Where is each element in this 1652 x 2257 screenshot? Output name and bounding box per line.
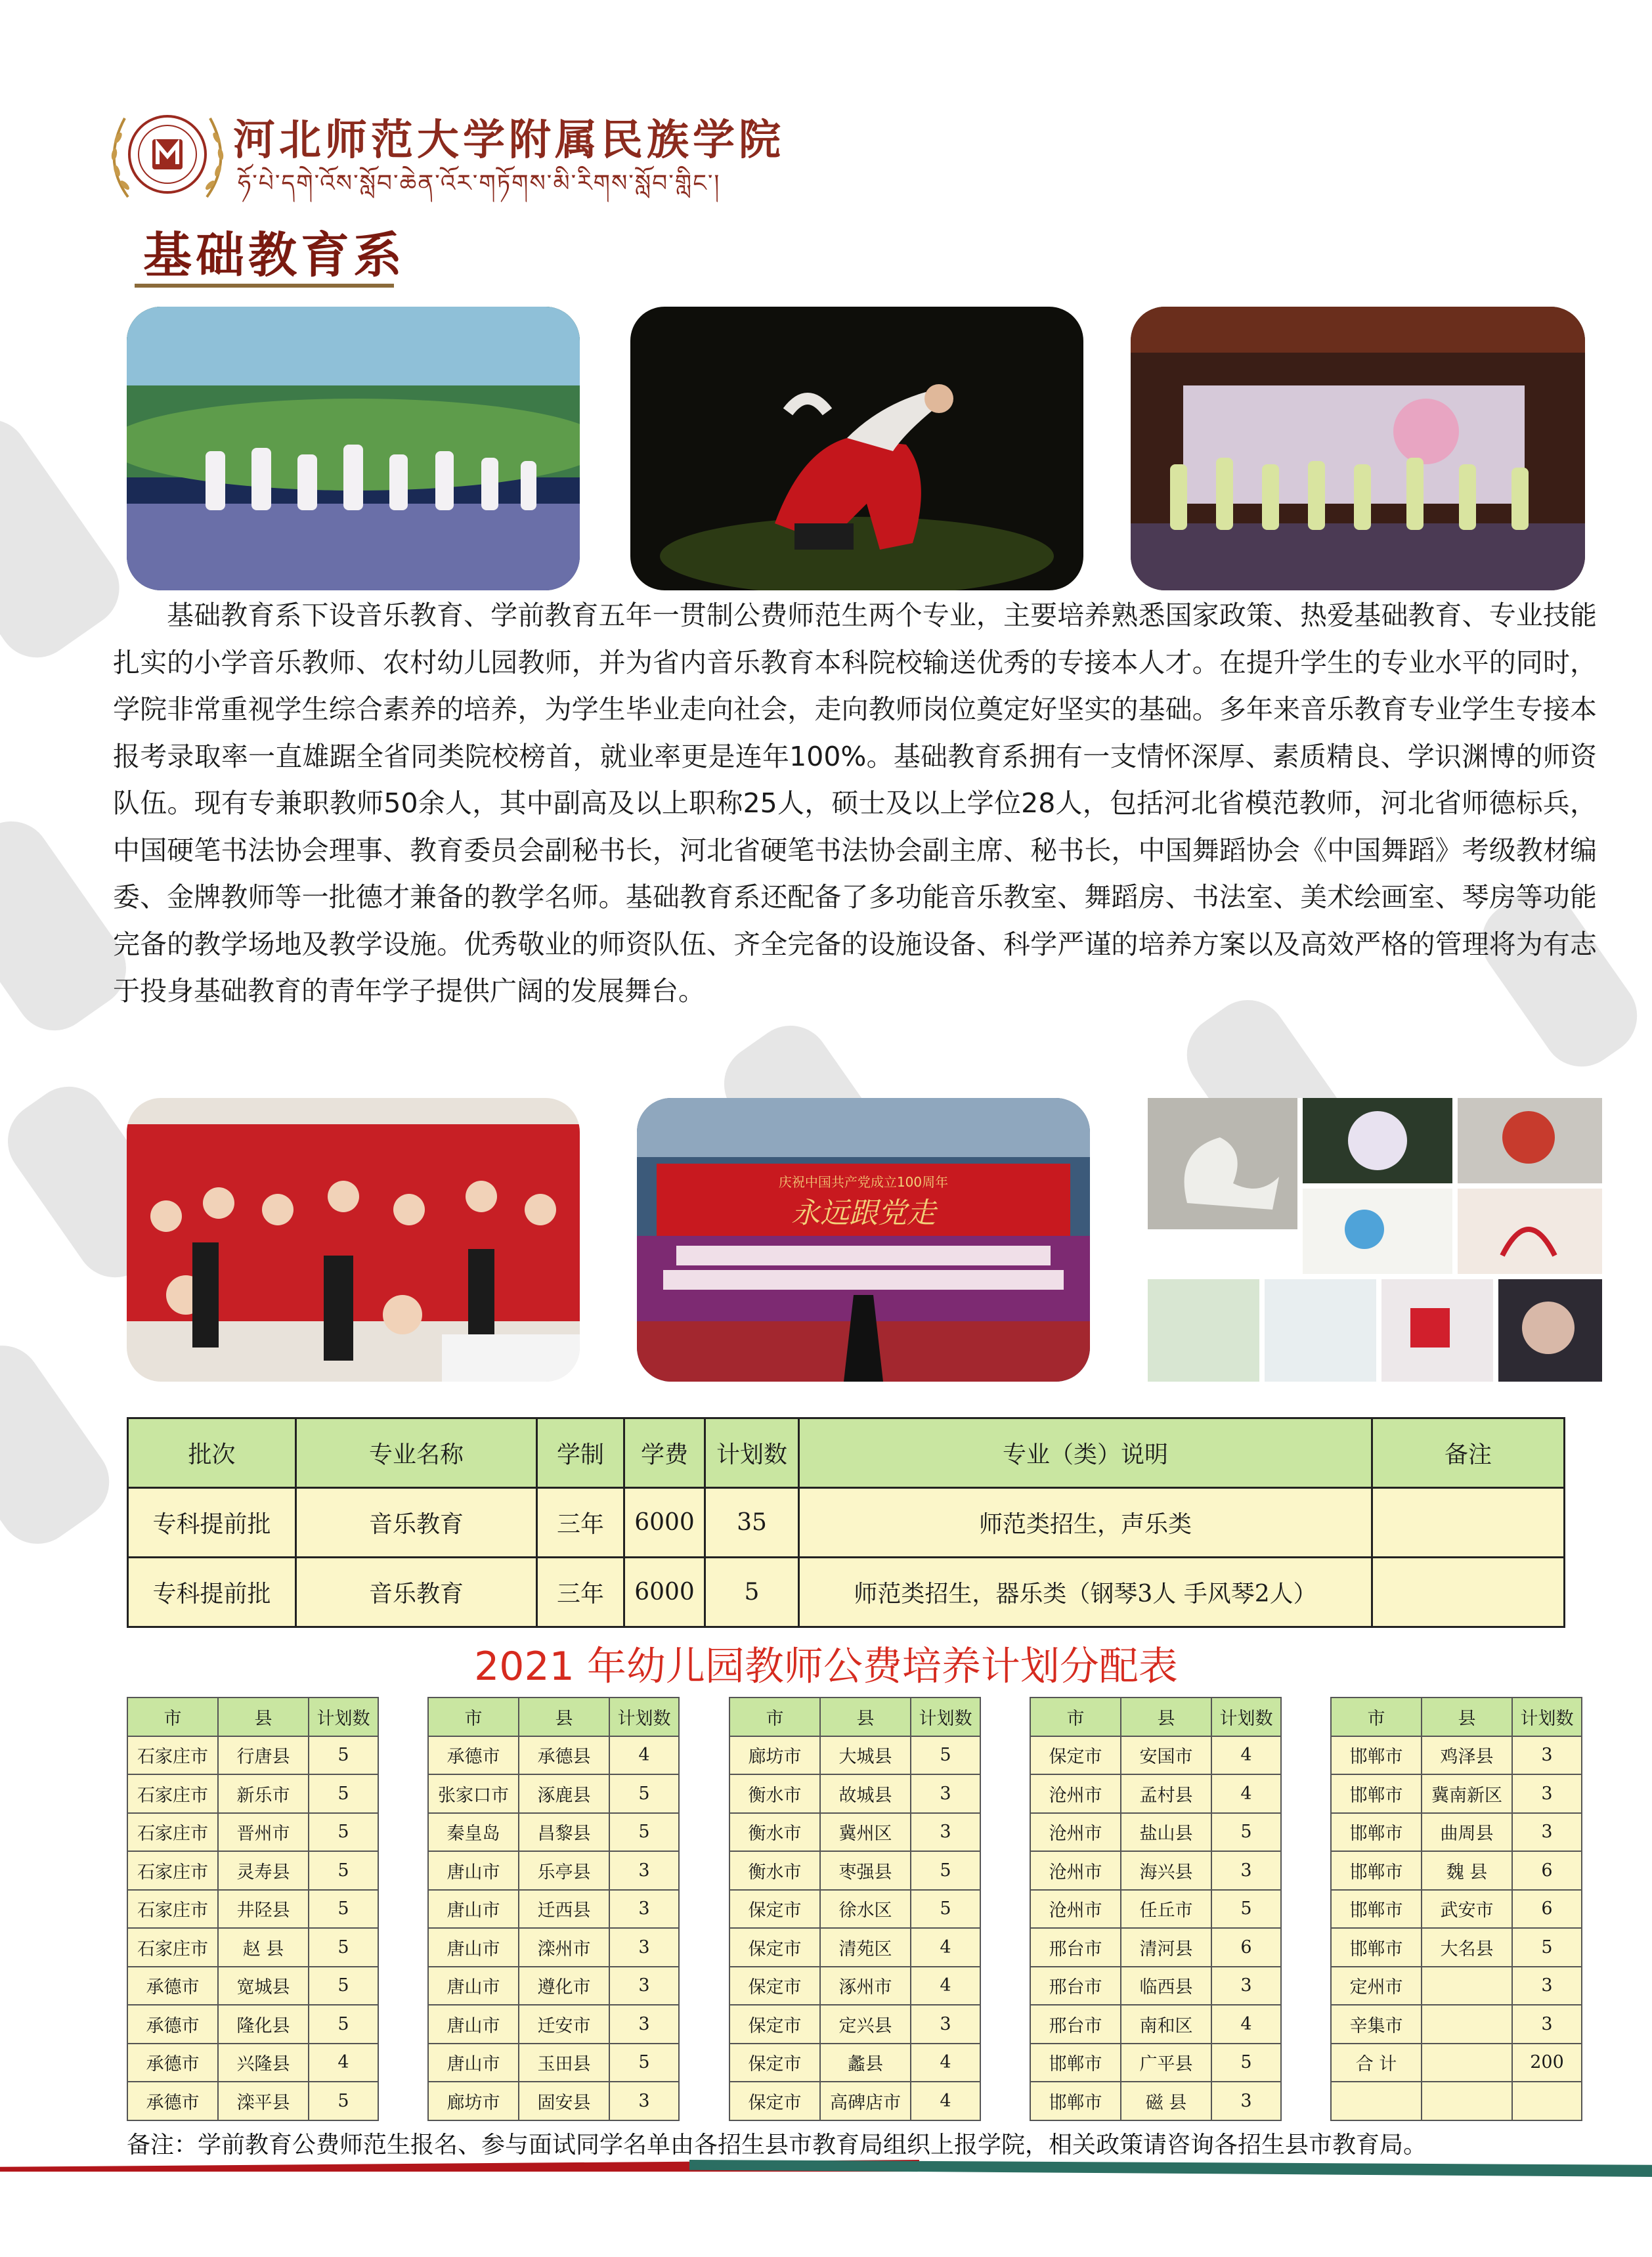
table-row <box>127 1851 378 1890</box>
table-header-row <box>729 1698 980 1736</box>
table-cell: 唐山市 <box>428 1928 519 1967</box>
table-row <box>1030 1774 1281 1813</box>
table-row <box>1331 1890 1582 1929</box>
table-cell: 唐山市 <box>428 2005 519 2044</box>
table-row <box>1331 1851 1582 1890</box>
table-row <box>127 1928 378 1967</box>
table-cell: 魏 县 <box>1422 1851 1512 1890</box>
table-cell: 5 <box>309 1928 378 1967</box>
table-cell: 3 <box>1512 1967 1582 2005</box>
table-row <box>1331 1967 1582 2005</box>
table-cell: 5 <box>309 1774 378 1813</box>
allocation-table-4 <box>1030 1697 1282 2121</box>
table-cell: 固安县 <box>519 2082 609 2120</box>
table-row <box>127 1967 378 2005</box>
table-cell: 定州市 <box>1331 1967 1422 2005</box>
table-row <box>1030 1813 1281 1852</box>
table-cell: 玉田县 <box>519 2044 609 2082</box>
table-cell: 5 <box>309 2005 378 2044</box>
table-cell: 5 <box>609 2044 679 2082</box>
table-cell: 5 <box>1211 1813 1281 1852</box>
table-cell: 清河县 <box>1121 1928 1211 1967</box>
table-row <box>128 1488 1565 1558</box>
table-cell: 徐水区 <box>820 1890 911 1929</box>
table-cell <box>1372 1488 1565 1558</box>
footnote: 备注：学前教育公费师范生报名、参与面试同学名单由各招生县市教育局组织上报学院，相关政策请咨询各招生县市教育局。 <box>127 2132 1427 2158</box>
table-row <box>729 1890 980 1929</box>
table-row <box>729 1813 980 1852</box>
table-cell: 涿州市 <box>820 1967 911 2005</box>
table-row <box>729 1774 980 1813</box>
header-cell: 县 <box>519 1698 609 1736</box>
table-cell: 邯郸市 <box>1331 1813 1422 1852</box>
table-cell: 承德县 <box>519 1736 609 1775</box>
school-logo <box>98 99 236 210</box>
footer-green-stripe <box>689 2160 1652 2177</box>
table-cell: 盐山县 <box>1121 1813 1211 1852</box>
header-cell: 计划数 <box>609 1698 679 1736</box>
table-cell: 迁西县 <box>519 1890 609 1929</box>
table-cell: 三年 <box>537 1558 624 1627</box>
table-row <box>428 2044 679 2082</box>
department-intro: 基础教育系下设音乐教育、学前教育五年一贯制公费师范生两个专业，主要培养熟悉国家政策、热爱基础教育、专业技能扎实的小学音乐教师、农村幼儿园教师，并为省内音乐教育本科院校输送优秀的专接本人才。在提升学生的专业水平的同时，学院非常重视学生综合素养的培养，为学生毕业走向社会，走向教师岗位奠定好坚实的基础。多年来音乐教育专业学生专接本报考录取率一直雄踞全省同类院校榜首，就业率更是连年100%。基础教育系拥有一支情怀深厚、素质精良、学识渊博的师资队伍。现有专兼职教师50余人，其中副高及以上职称25人，硕士及以上学位28人，包括河北省模范教师，河北省师德标兵，中国硬笔书法协会理事、教育委员会副秘书长，河北省硬笔书法协会副主席、秘书长，中国舞蹈协会《中国舞蹈》考级教材编委、金牌教师等一批德才兼备的教学名师。基础教育系还配备了多功能音乐教室、舞蹈房、书法室、美术绘画室、琴房等功能完备的教学场地及教学设施。优秀敬业的师资队伍、齐全完备的设施设备、科学严谨的培养方案以及高效严格的管理将为有志于投身基础教育的青年学子提供广阔的发展舞台。 <box>113 600 1597 1007</box>
table-header-row <box>128 1418 1565 1488</box>
table-cell: 5 <box>309 1851 378 1890</box>
table-row <box>127 1813 378 1852</box>
table-cell: 清苑区 <box>820 1928 911 1967</box>
table-row <box>1030 1890 1281 1929</box>
table-cell: 高碑店市 <box>820 2082 911 2120</box>
header-cell: 计划数 <box>1512 1698 1582 1736</box>
table-cell: 保定市 <box>729 2044 820 2082</box>
table-row <box>729 1967 980 2005</box>
table-cell: 5 <box>309 1736 378 1775</box>
table-row <box>428 1928 679 1967</box>
table-cell: 邯郸市 <box>1331 1851 1422 1890</box>
table-cell: 3 <box>1512 1813 1582 1852</box>
table-cell: 遵化市 <box>519 1967 609 2005</box>
table-cell: 磁 县 <box>1121 2082 1211 2120</box>
table-cell: 5 <box>911 1736 980 1775</box>
photo-solo-dancer <box>630 307 1083 590</box>
table-cell: 张家口市 <box>428 1774 519 1813</box>
table-row <box>127 2044 378 2082</box>
table-cell: 音乐教育 <box>296 1488 537 1558</box>
table-cell: 6000 <box>624 1558 705 1627</box>
table-cell: 4 <box>911 2044 980 2082</box>
table-cell: 南和区 <box>1121 2005 1211 2044</box>
table-cell: 灵寿县 <box>218 1851 309 1890</box>
allocation-table-2 <box>427 1697 680 2121</box>
table-cell: 专科提前批 <box>128 1558 296 1627</box>
table-cell: 邯郸市 <box>1030 2044 1121 2082</box>
table-cell <box>1331 2082 1422 2120</box>
table-cell: 行唐县 <box>218 1736 309 1775</box>
table-row <box>1030 1851 1281 1890</box>
table-header-row <box>428 1698 679 1736</box>
header-cell: 市 <box>127 1698 218 1736</box>
photo-calligraphy-students <box>127 1098 580 1382</box>
table-row <box>1331 1928 1582 1967</box>
table-cell: 定兴县 <box>820 2005 911 2044</box>
table-cell: 3 <box>1211 1967 1281 2005</box>
table-row <box>1030 2044 1281 2082</box>
table-cell: 唐山市 <box>428 1967 519 2005</box>
table-cell: 迁安市 <box>519 2005 609 2044</box>
table-cell: 新乐市 <box>218 1774 309 1813</box>
table-cell <box>1372 1558 1565 1627</box>
department-title: 基础教育系 <box>143 227 406 284</box>
table-row <box>729 1736 980 1775</box>
table-cell: 廊坊市 <box>729 1736 820 1775</box>
table-header-row <box>1030 1698 1281 1736</box>
table-row <box>729 1851 980 1890</box>
table-row <box>428 2082 679 2120</box>
table-cell: 3 <box>1512 1774 1582 1813</box>
table-cell: 4 <box>911 2082 980 2120</box>
table-cell: 5 <box>609 1774 679 1813</box>
table-cell: 曲周县 <box>1422 1813 1512 1852</box>
table-cell: 井陉县 <box>218 1890 309 1929</box>
header-cell: 县 <box>1121 1698 1211 1736</box>
photo-art-works-collage <box>1148 1098 1602 1382</box>
table-cell: 承德市 <box>127 2044 218 2082</box>
table-cell: 5 <box>911 1890 980 1929</box>
table-cell: 4 <box>309 2044 378 2082</box>
table-row <box>1331 2005 1582 2044</box>
table-cell: 4 <box>1211 1736 1281 1775</box>
header-cell: 市 <box>428 1698 519 1736</box>
table-cell: 赵 县 <box>218 1928 309 1967</box>
table-cell: 师范类招生，声乐类 <box>799 1488 1372 1558</box>
table-cell: 5 <box>911 1851 980 1890</box>
table-cell <box>1422 2044 1512 2082</box>
table-cell: 4 <box>609 1736 679 1775</box>
table-cell: 沧州市 <box>1030 1774 1121 1813</box>
table-row <box>428 1813 679 1852</box>
table-cell: 承德市 <box>428 1736 519 1775</box>
header-cell: 计划数 <box>309 1698 378 1736</box>
table-cell: 6 <box>1512 1851 1582 1890</box>
table-cell: 唐山市 <box>428 2044 519 2082</box>
table-cell: 滦平县 <box>218 2082 309 2120</box>
table-cell: 唐山市 <box>428 1851 519 1890</box>
table-cell: 邯郸市 <box>1331 1774 1422 1813</box>
table-row <box>729 1928 980 1967</box>
table-row <box>428 1967 679 2005</box>
table-cell: 滦州市 <box>519 1928 609 1967</box>
header-cell: 学费 <box>624 1418 705 1488</box>
table-cell: 3 <box>609 1851 679 1890</box>
table-cell: 3 <box>1211 2082 1281 2120</box>
header-cell: 市 <box>1030 1698 1121 1736</box>
table-cell: 35 <box>705 1488 799 1558</box>
table-cell: 任丘市 <box>1121 1890 1211 1929</box>
table-cell: 兴隆县 <box>218 2044 309 2082</box>
banner-line1: 庆祝中国共产党成立100周年 <box>778 1174 949 1190</box>
table-cell: 石家庄市 <box>127 1736 218 1775</box>
table-row <box>729 2082 980 2120</box>
table-row <box>1030 1928 1281 1967</box>
table-row <box>1331 1774 1582 1813</box>
table-cell: 沧州市 <box>1030 1890 1121 1929</box>
table-cell: 沧州市 <box>1030 1813 1121 1852</box>
allocation-table-3 <box>729 1697 981 2121</box>
table-cell: 海兴县 <box>1121 1851 1211 1890</box>
table-cell: 5 <box>705 1558 799 1627</box>
table-cell: 5 <box>309 1967 378 2005</box>
table-cell: 石家庄市 <box>127 1774 218 1813</box>
table-cell: 大名县 <box>1422 1928 1512 1967</box>
table-cell: 广平县 <box>1121 2044 1211 2082</box>
table-cell: 承德市 <box>127 2082 218 2120</box>
table-row <box>1331 1736 1582 1775</box>
table-cell: 邢台市 <box>1030 1928 1121 1967</box>
table-cell: 辛集市 <box>1331 2005 1422 2044</box>
photo-dance-group <box>127 307 580 590</box>
table-row <box>1030 1736 1281 1775</box>
header-cell: 计划数 <box>705 1418 799 1488</box>
table-row <box>1030 2005 1281 2044</box>
table-cell: 3 <box>1211 1851 1281 1890</box>
table-cell <box>1422 2005 1512 2044</box>
table-row <box>128 1558 1565 1627</box>
table-cell: 昌黎县 <box>519 1813 609 1852</box>
table-cell: 5 <box>309 1890 378 1929</box>
table-cell: 保定市 <box>1030 1736 1121 1775</box>
table-cell: 保定市 <box>729 2082 820 2120</box>
major-plan-table <box>127 1417 1565 1628</box>
table-cell: 武安市 <box>1422 1890 1512 1929</box>
table-cell: 5 <box>309 1813 378 1852</box>
header-cell: 批次 <box>128 1418 296 1488</box>
table-cell: 邯郸市 <box>1030 2082 1121 2120</box>
table-row <box>127 1890 378 1929</box>
table-row <box>1030 1967 1281 2005</box>
allocation-table-1 <box>127 1697 379 2121</box>
table-cell: 师范类招生，器乐类（钢琴3人 手风琴2人） <box>799 1558 1372 1627</box>
table-row <box>1331 2044 1582 2082</box>
table-cell: 承德市 <box>127 1967 218 2005</box>
table-cell: 3 <box>609 2005 679 2044</box>
table-cell: 3 <box>609 1928 679 1967</box>
table-cell: 3 <box>911 2005 980 2044</box>
table-cell: 晋州市 <box>218 1813 309 1852</box>
table-cell: 音乐教育 <box>296 1558 537 1627</box>
table-cell: 宽城县 <box>218 1967 309 2005</box>
table-cell: 临西县 <box>1121 1967 1211 2005</box>
table-row <box>127 2005 378 2044</box>
header-cell: 县 <box>1422 1698 1512 1736</box>
table-row <box>127 1736 378 1775</box>
school-name-tibetan: ཧོ་པེ་དགེ་འོས་སློབ་ཆེན་འོར་གཏོགས་མི་རིགས་སློབ་གླིང་། <box>238 170 721 197</box>
table-cell: 冀南新区 <box>1422 1774 1512 1813</box>
table-cell: 4 <box>911 1928 980 1967</box>
table-cell: 4 <box>911 1967 980 2005</box>
banner-line2: 永远跟党走 <box>791 1196 936 1230</box>
table-cell: 邯郸市 <box>1331 1890 1422 1929</box>
table-cell: 3 <box>609 2082 679 2120</box>
table-cell: 枣强县 <box>820 1851 911 1890</box>
table-row <box>127 1774 378 1813</box>
table-cell <box>1422 1967 1512 2005</box>
table-row <box>428 2005 679 2044</box>
table-cell: 3 <box>609 1890 679 1929</box>
table-cell: 6000 <box>624 1488 705 1558</box>
table-cell: 石家庄市 <box>127 1928 218 1967</box>
school-name-cn: 河北师范大学附属民族学院 <box>233 116 785 165</box>
table-cell: 隆化县 <box>218 2005 309 2044</box>
table-cell: 孟村县 <box>1121 1774 1211 1813</box>
table-cell: 蠡县 <box>820 2044 911 2082</box>
allocation-table-5 <box>1330 1697 1582 2121</box>
table-cell: 3 <box>609 1967 679 2005</box>
table-cell: 5 <box>609 1813 679 1852</box>
table-header-row <box>1331 1698 1582 1736</box>
table-cell: 5 <box>1512 1928 1582 1967</box>
table-cell: 保定市 <box>729 1890 820 1929</box>
header-cell: 市 <box>729 1698 820 1736</box>
header-cell: 县 <box>218 1698 309 1736</box>
table-cell: 200 <box>1512 2044 1582 2082</box>
table-cell: 秦皇岛 <box>428 1813 519 1852</box>
header-cell: 专业（类）说明 <box>799 1418 1372 1488</box>
table-cell: 乐亭县 <box>519 1851 609 1890</box>
allocation-table-title: 2021 年幼儿园教师公费培养计划分配表 <box>474 1644 1178 1690</box>
table-cell: 3 <box>911 1774 980 1813</box>
table-cell: 安国市 <box>1121 1736 1211 1775</box>
table-cell: 5 <box>309 2082 378 2120</box>
table-cell: 3 <box>1512 2005 1582 2044</box>
table-cell: 衡水市 <box>729 1774 820 1813</box>
photo-stage-performance <box>1131 307 1585 590</box>
table-cell: 5 <box>1211 2044 1281 2082</box>
title-underline <box>135 284 394 288</box>
table-cell: 3 <box>911 1813 980 1852</box>
table-header-row <box>127 1698 378 1736</box>
table-cell: 6 <box>1211 1928 1281 1967</box>
table-cell: 涿鹿县 <box>519 1774 609 1813</box>
table-cell: 衡水市 <box>729 1851 820 1890</box>
table-cell: 邢台市 <box>1030 1967 1121 2005</box>
table-cell: 沧州市 <box>1030 1851 1121 1890</box>
table-row <box>428 1736 679 1775</box>
table-cell: 邢台市 <box>1030 2005 1121 2044</box>
header-cell: 专业名称 <box>296 1418 537 1488</box>
table-row <box>1030 2082 1281 2120</box>
table-cell: 4 <box>1211 2005 1281 2044</box>
header-cell: 县 <box>820 1698 911 1736</box>
table-cell: 邯郸市 <box>1331 1736 1422 1775</box>
table-row <box>729 2044 980 2082</box>
header-cell: 学制 <box>537 1418 624 1488</box>
table-cell: 故城县 <box>820 1774 911 1813</box>
table-cell: 衡水市 <box>729 1813 820 1852</box>
table-cell: 3 <box>1512 1736 1582 1775</box>
table-row <box>1331 1813 1582 1852</box>
table-cell: 5 <box>1211 1890 1281 1929</box>
table-row <box>127 2082 378 2120</box>
table-cell: 三年 <box>537 1488 624 1558</box>
header-cell: 市 <box>1331 1698 1422 1736</box>
table-cell: 6 <box>1512 1890 1582 1929</box>
table-cell: 石家庄市 <box>127 1851 218 1890</box>
table-row <box>1331 2082 1582 2120</box>
table-cell: 廊坊市 <box>428 2082 519 2120</box>
table-row <box>428 1851 679 1890</box>
table-cell: 保定市 <box>729 2005 820 2044</box>
header-cell: 备注 <box>1372 1418 1565 1488</box>
table-cell: 唐山市 <box>428 1890 519 1929</box>
table-cell <box>1512 2082 1582 2120</box>
table-cell: 保定市 <box>729 1928 820 1967</box>
table-cell: 保定市 <box>729 1967 820 2005</box>
table-cell: 4 <box>1211 1774 1281 1813</box>
table-row <box>428 1890 679 1929</box>
table-cell: 石家庄市 <box>127 1890 218 1929</box>
table-cell: 石家庄市 <box>127 1813 218 1852</box>
table-cell: 鸡泽县 <box>1422 1736 1512 1775</box>
table-cell: 邯郸市 <box>1331 1928 1422 1967</box>
header-cell: 计划数 <box>911 1698 980 1736</box>
photo-choir-performance <box>637 1098 1090 1382</box>
table-cell: 冀州区 <box>820 1813 911 1852</box>
table-cell: 合 计 <box>1331 2044 1422 2082</box>
table-cell <box>1422 2082 1512 2120</box>
table-cell: 专科提前批 <box>128 1488 296 1558</box>
table-row <box>428 1774 679 1813</box>
header-cell: 计划数 <box>1211 1698 1281 1736</box>
table-cell: 大城县 <box>820 1736 911 1775</box>
table-row <box>729 2005 980 2044</box>
table-cell: 承德市 <box>127 2005 218 2044</box>
